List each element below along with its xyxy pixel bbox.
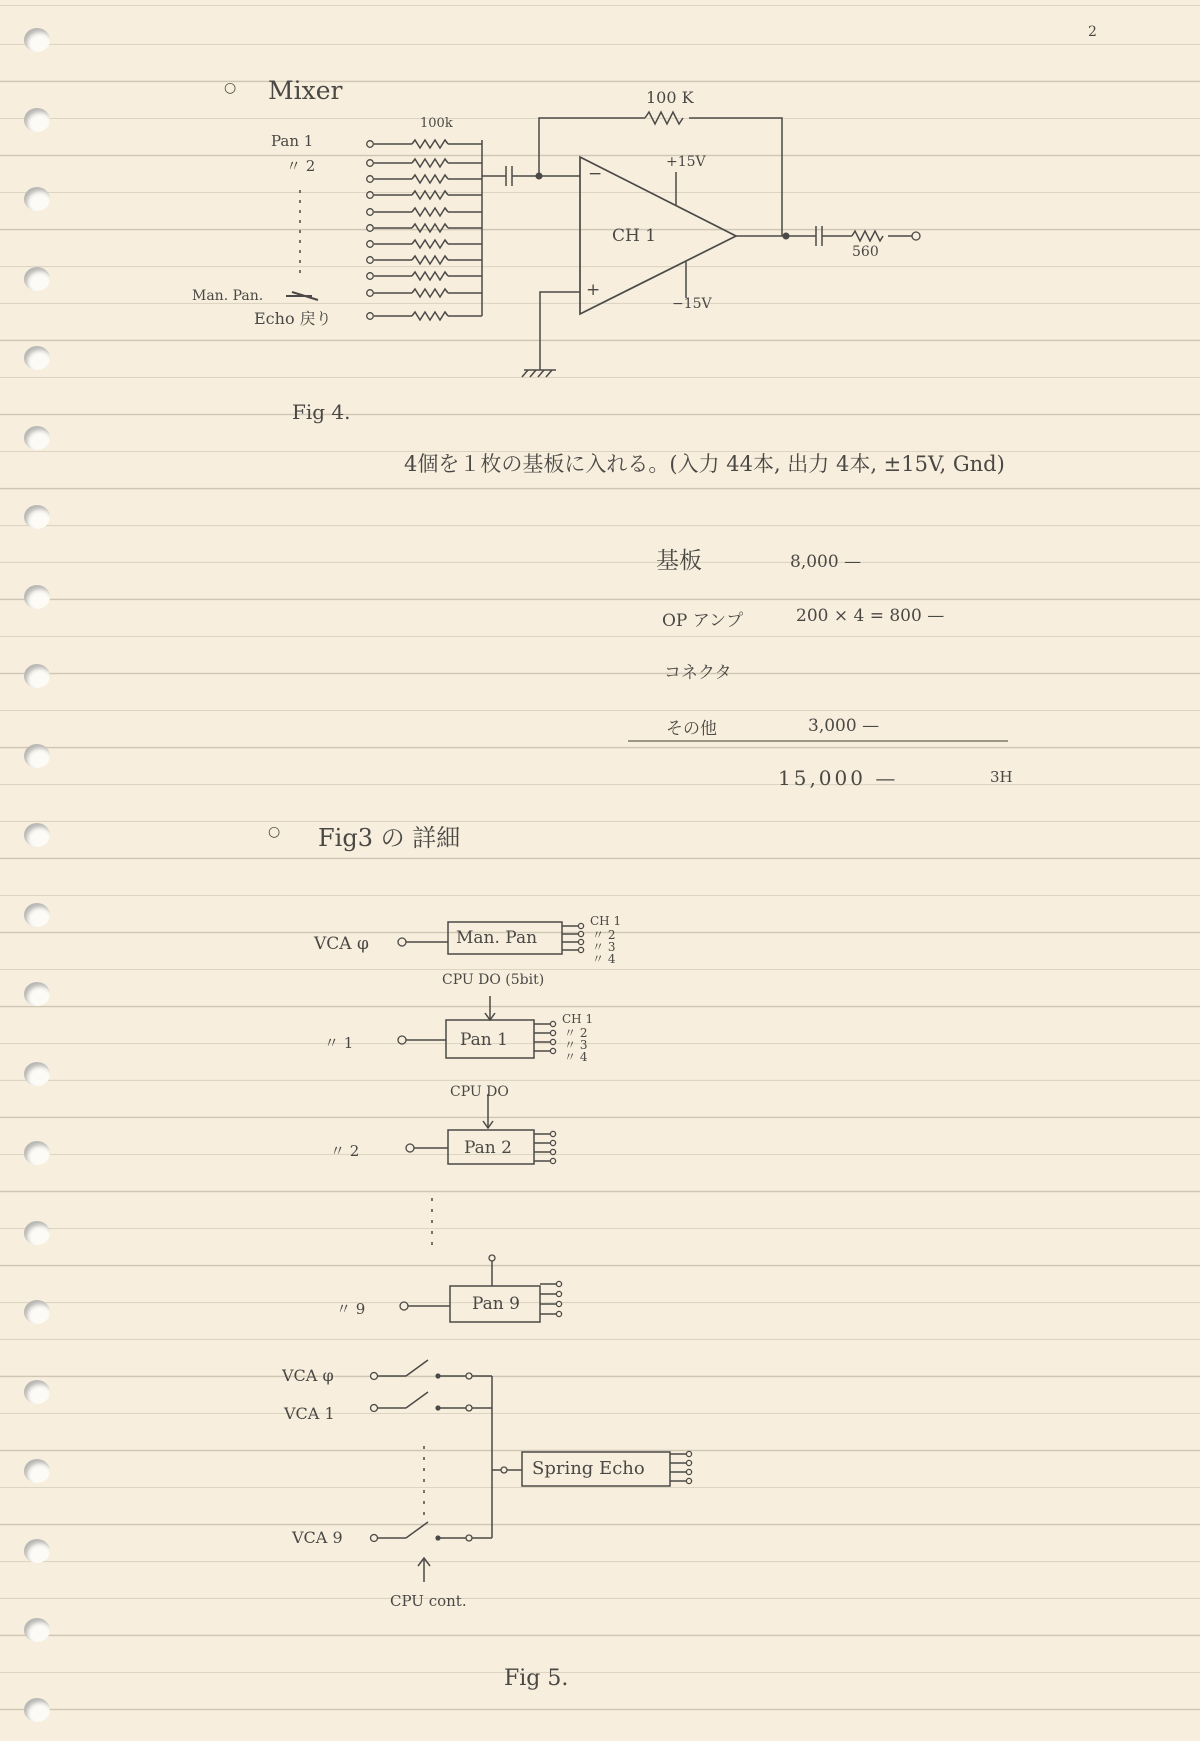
input-label-pan2: 〃 2	[286, 157, 316, 175]
ch-out-label: 〃 3	[564, 1038, 588, 1052]
opamp-plus: +	[586, 280, 601, 300]
fig3-heading: Fig3 の 詳細	[318, 824, 461, 852]
input-label-pan1: Pan 1	[271, 132, 314, 150]
ch-out-label: CH 1	[590, 914, 622, 928]
output-terminal	[550, 1149, 555, 1154]
ch-out-label: 〃 4	[592, 952, 616, 966]
bullet: ○	[268, 824, 281, 840]
spring-echo-box-label: Spring Echo	[532, 1458, 645, 1479]
output-terminal	[578, 947, 583, 952]
output-terminal	[550, 1048, 555, 1053]
switch-label-vca1: VCA 1	[284, 1404, 335, 1423]
output-terminal	[550, 1140, 555, 1145]
output-resistor-value: 560	[852, 244, 879, 260]
cost-time: 3H	[990, 768, 1013, 786]
switch-blade	[406, 1392, 428, 1408]
output-terminal	[550, 1021, 555, 1026]
output-terminal	[578, 923, 583, 928]
output-terminal	[550, 1158, 555, 1163]
cost-total: 15,000 —	[778, 766, 899, 790]
feedback-resistor-value: 100 K	[646, 88, 694, 107]
supply-pos-label: +15V	[666, 154, 706, 170]
input-resistor-value: 100k	[420, 116, 453, 131]
ch-out-label: 〃 4	[564, 1050, 588, 1064]
vca0-label: VCA φ	[314, 934, 369, 954]
output-terminal	[686, 1460, 691, 1465]
cost-value: 8,000 —	[790, 552, 862, 572]
cpu-do-label: CPU DO	[450, 1084, 509, 1100]
fig5-caption: Fig 5.	[504, 1666, 569, 1691]
input-label-echo: Echo 戻り	[254, 309, 332, 328]
ch-out-label: 〃 2	[592, 928, 616, 942]
output-terminal	[556, 1291, 561, 1296]
pan2-box-label: Pan 2	[464, 1138, 512, 1158]
output-terminal	[556, 1301, 561, 1306]
pan1-box-label: Pan 1	[460, 1030, 508, 1050]
pan9-box-label: Pan 9	[472, 1294, 520, 1314]
output-terminal	[550, 1131, 555, 1136]
output-terminal	[550, 1039, 555, 1044]
cost-item: コネクタ	[664, 663, 732, 683]
cost-item: OP アンプ	[662, 611, 744, 631]
man-pan-box-label: Man. Pan	[456, 928, 538, 948]
cost-value: 200 × 4 = 800 —	[796, 606, 945, 626]
board-note: 4個を１枚の基板に入れる。(入力 44本, 出力 4本, ±15V, Gnd)	[404, 452, 1005, 476]
ch-out-label: 〃 2	[564, 1026, 588, 1040]
row9-label: 〃 9	[336, 1300, 366, 1318]
page-number: 2	[1088, 24, 1097, 40]
cpu-do-5bit-label: CPU DO (5bit)	[442, 972, 545, 988]
row1-label: 〃 1	[324, 1034, 354, 1052]
switch-label-vca9: VCA 9	[292, 1528, 343, 1547]
amp-label: CH 1	[612, 226, 657, 246]
bullet: ○	[224, 80, 237, 96]
fig4-caption: Fig 4.	[292, 400, 351, 424]
row2-label: 〃 2	[330, 1142, 360, 1160]
cost-item: その他	[666, 719, 717, 739]
cost-value: 3,000 —	[808, 716, 880, 736]
opamp-minus: −	[588, 164, 603, 184]
output-terminal	[578, 939, 583, 944]
output-terminal	[686, 1478, 691, 1483]
output-terminal	[686, 1469, 691, 1474]
mixer-title: Mixer	[268, 76, 343, 105]
ch-out-label: CH 1	[562, 1012, 594, 1026]
output-terminal	[556, 1311, 561, 1316]
output-terminal	[550, 1030, 555, 1035]
output-terminal	[686, 1451, 691, 1456]
switch-label-vca0: VCA φ	[282, 1366, 334, 1385]
supply-neg-label: −15V	[672, 296, 712, 312]
ch-out-label: 〃 3	[592, 940, 616, 954]
output-terminal	[556, 1281, 561, 1286]
switch-blade	[406, 1522, 428, 1538]
cost-item: 基板	[656, 548, 702, 574]
output-terminal	[578, 931, 583, 936]
input-label-man-pan: Man. Pan.	[192, 288, 264, 304]
cpu-cont-label: CPU cont.	[390, 1592, 467, 1610]
switch-blade	[406, 1360, 428, 1376]
